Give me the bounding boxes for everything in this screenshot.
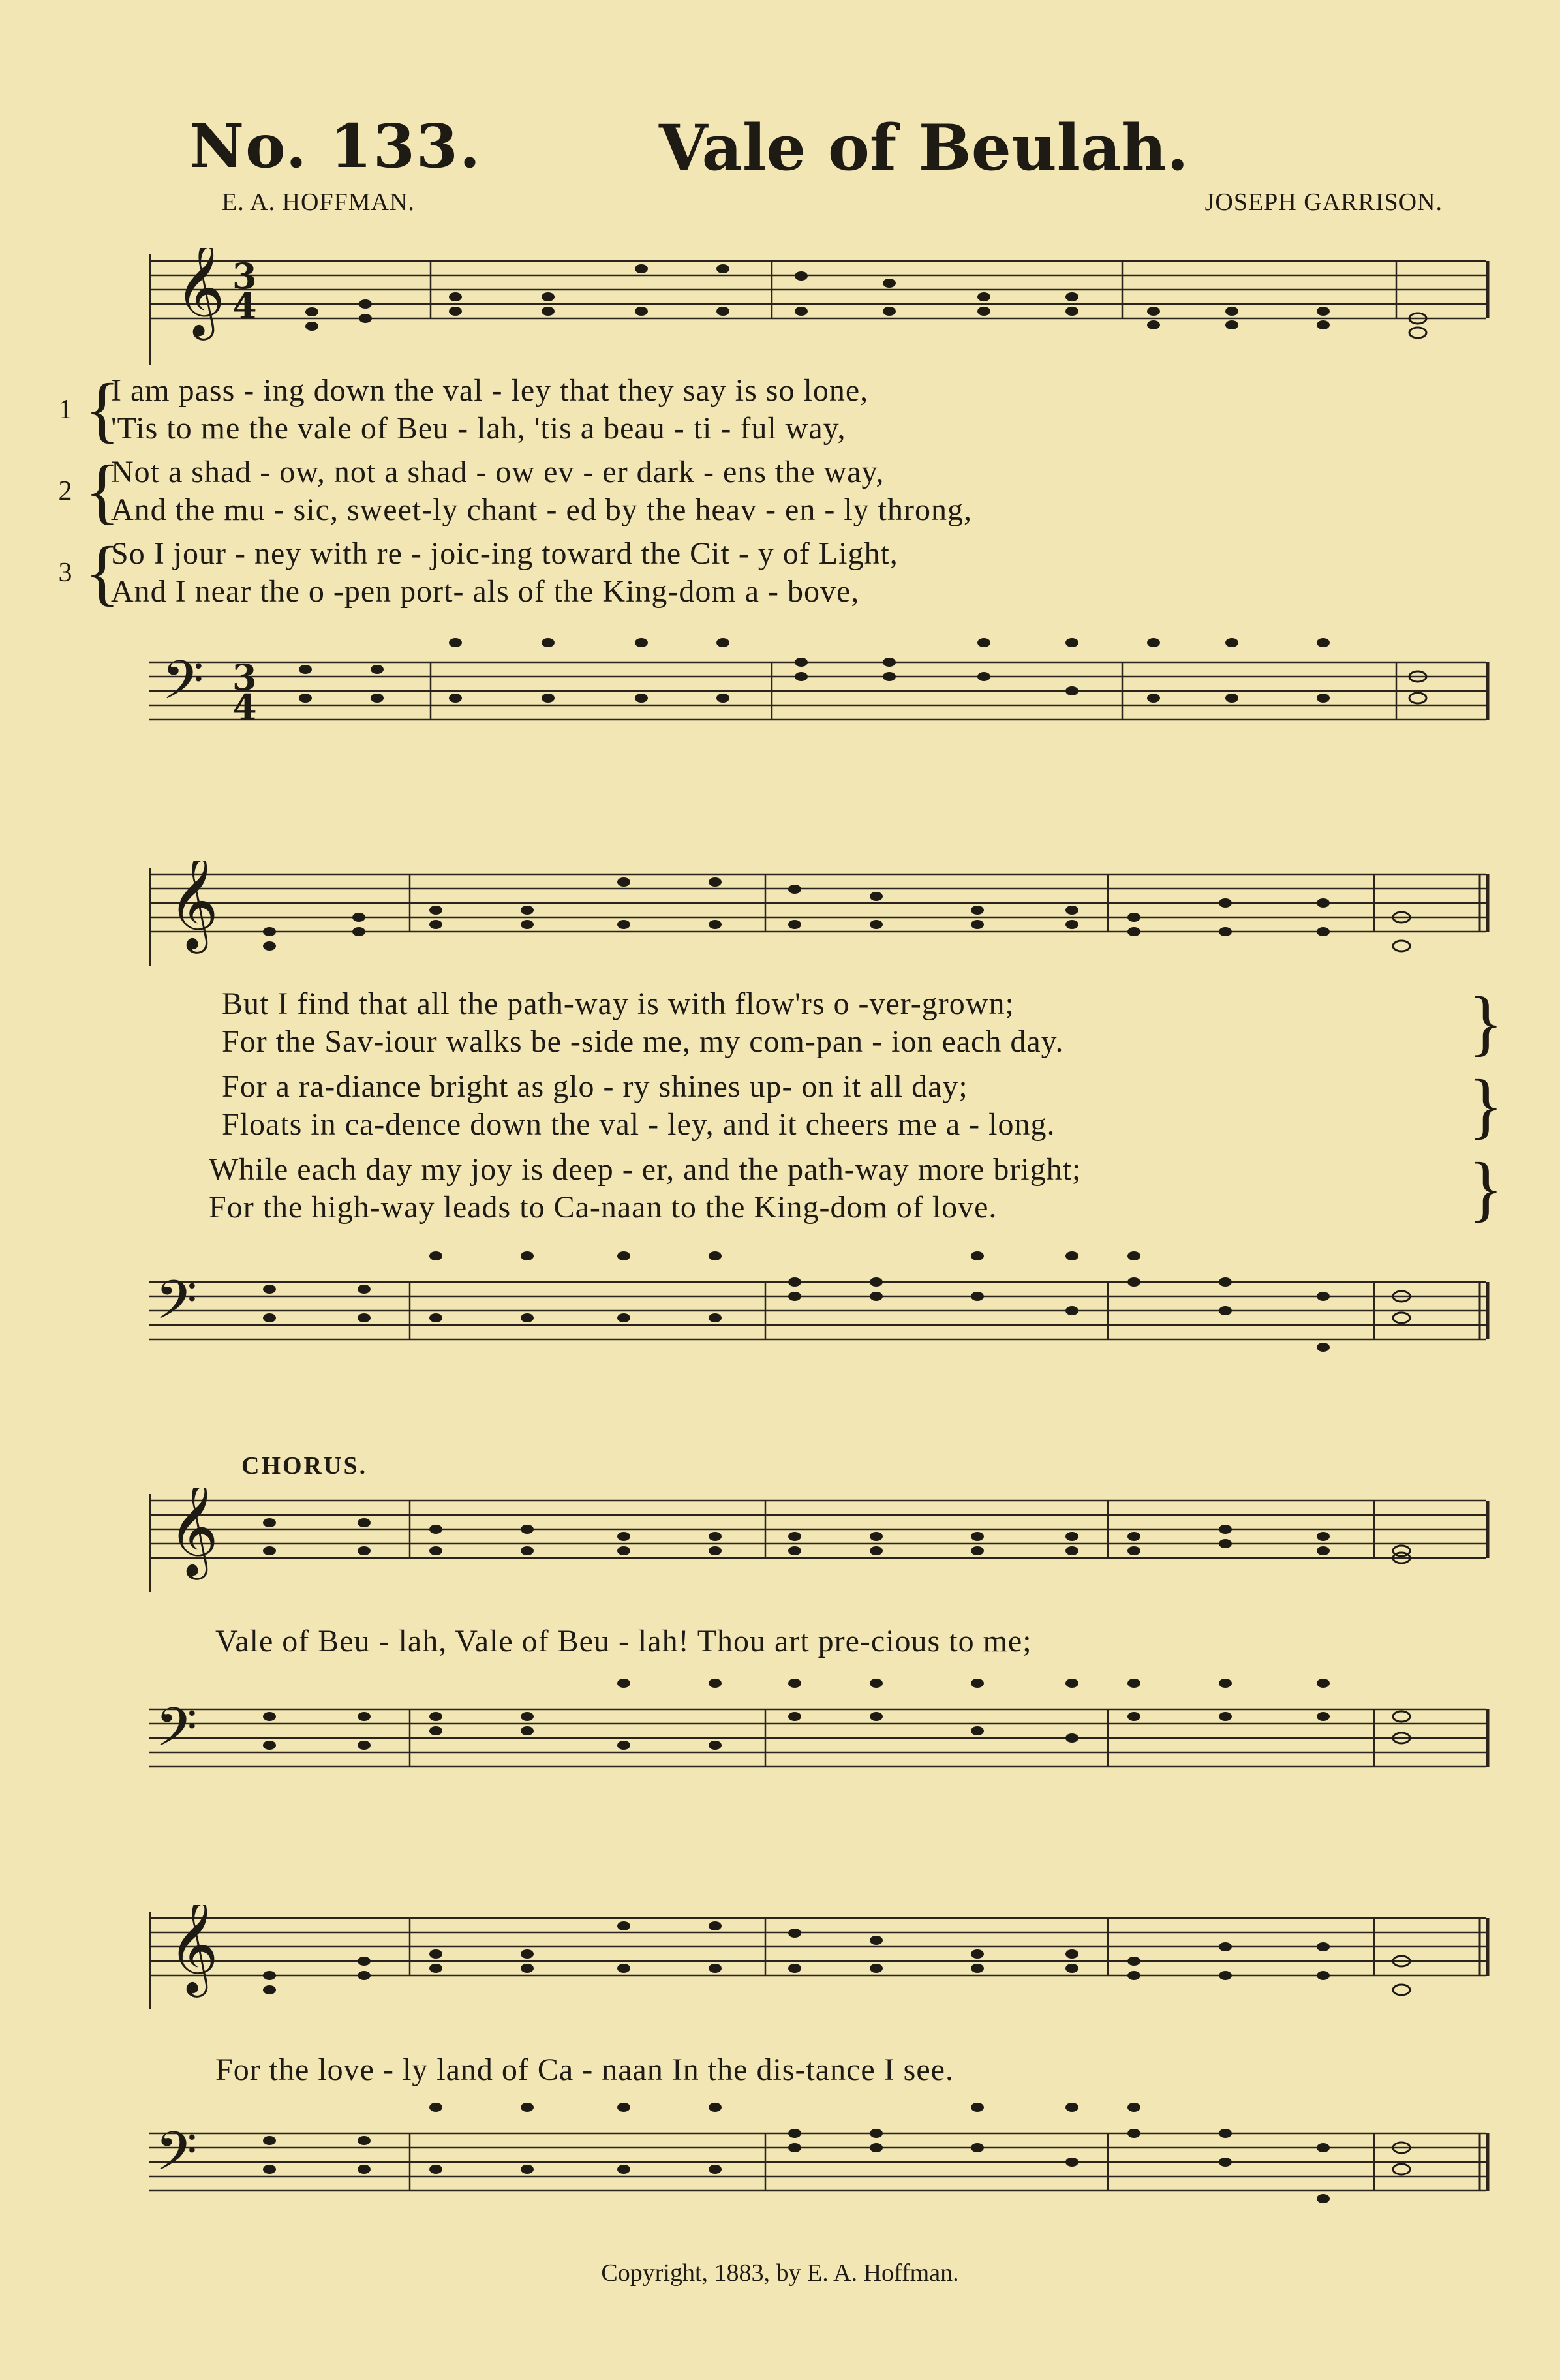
time-sig-bottom: 4	[232, 285, 257, 327]
brace-icon: }	[1468, 1148, 1503, 1229]
chorus-label: CHORUS.	[241, 1452, 368, 1480]
treble-staff-1	[149, 248, 1493, 365]
treble-clef-icon: 𝄞	[168, 1488, 219, 1576]
verse-1-stanza-cont	[222, 983, 1503, 1063]
system-4-treble	[149, 1905, 1493, 2012]
bass-staff-1	[149, 636, 1493, 760]
verse-3-stanza	[46, 532, 1344, 613]
time-sig-top: 3	[232, 255, 257, 297]
bass-notes-3	[263, 1679, 1410, 1750]
treble-staff-2	[149, 861, 1493, 966]
verse-number: 2	[58, 476, 72, 506]
treble-clef-icon: 𝄞	[175, 248, 225, 336]
system-3-bass	[149, 1670, 1493, 1803]
copyright-notice: Copyright, 1883, by E. A. Hoffman.	[601, 2259, 959, 2287]
verse-3-line-2: And I near the o -pen port- als of the King-dom a - bove,	[111, 574, 860, 609]
verse-2-line-2: And the mu - sic, sweet-ly chant - ed by the heav - en - ly throng,	[111, 493, 972, 527]
treble-clef-icon: 𝄞	[168, 861, 219, 949]
system-3-treble	[149, 1488, 1493, 1594]
bass-staff-3	[149, 1670, 1493, 1801]
chorus-line-1: Vale of Beu - lah, Vale of Beu - lah! Thou art pre-cious to me;	[215, 1624, 1032, 1658]
system-2-bass	[149, 1243, 1493, 1376]
verse-2-stanza	[46, 451, 1344, 532]
treble-clef-icon: 𝄞	[168, 1905, 219, 1993]
bass-clef-icon: 𝄢	[155, 1696, 198, 1772]
verse-1-line-4: For the Sav-iour walks be -side me, my com-pan - ion each day.	[222, 1024, 1064, 1059]
verse-1-line-3: But I find that all the path-way is with flow'rs o -ver-grown;	[222, 986, 1015, 1021]
hymn-title: Vale of Beulah.	[659, 111, 1189, 185]
time-sig-top: 3	[232, 656, 257, 698]
chorus-line-2: For the love - ly land of Ca - naan In the dis-tance I see.	[215, 2052, 954, 2087]
lyricist-credit: E. A. HOFFMAN.	[222, 189, 415, 216]
bass-staff-4	[149, 2094, 1493, 2238]
verse-1-line-1: I am pass - ing down the val - ley that they say is so lone,	[111, 373, 869, 408]
brace-icon: }	[1468, 1065, 1503, 1146]
bass-notes-2	[263, 1251, 1410, 1352]
hymn-number: No. 133.	[189, 111, 482, 181]
treble-staff-3	[149, 1488, 1493, 1592]
bass-staff-2	[149, 1243, 1493, 1373]
verse-3-line-4: For the high-way leads to Ca-naan to the King-dom of love.	[209, 1190, 998, 1225]
verse-3-line-1: So I jour - ney with re - joic-ing toward the Cit - y of Light,	[111, 536, 898, 571]
brace-icon: }	[1468, 983, 1503, 1063]
bass-notes-4	[263, 2103, 1410, 2203]
treble-staff-4	[149, 1905, 1493, 2009]
brace-icon: {	[85, 451, 120, 532]
verse-2-line-3: For a ra-diance bright as glo - ry shines up- on it all day;	[222, 1069, 968, 1104]
system-1-bass	[149, 636, 1493, 763]
verse-3-line-3: While each day my joy is deep - er, and the path-way more bright;	[209, 1152, 1082, 1187]
verse-2-stanza-cont	[222, 1065, 1503, 1146]
bass-clef-icon: 𝄢	[162, 648, 204, 725]
bass-clef-icon: 𝄢	[155, 2120, 198, 2196]
composer-credit: JOSEPH GARRISON.	[1204, 189, 1443, 216]
system-2-treble	[149, 861, 1493, 968]
verse-3-stanza-cont	[209, 1148, 1503, 1229]
brace-icon: {	[85, 369, 120, 450]
verse-1-line-2: 'Tis to me the vale of Beu - lah, 'tis a beau - ti - ful way,	[111, 411, 846, 446]
brace-icon: {	[85, 532, 120, 613]
verse-2-line-4: Floats in ca-dence down the val - ley, and it cheers me a - long.	[222, 1107, 1056, 1142]
time-sig-bottom: 4	[232, 686, 257, 728]
bass-clef-icon: 𝄢	[155, 1268, 198, 1345]
verse-number: 3	[58, 558, 72, 588]
system-1-treble	[149, 248, 1493, 368]
verse-2-line-1: Not a shad - ow, not a shad - ow ev - er dark - ens the way,	[111, 455, 885, 489]
verse-number: 1	[58, 395, 72, 425]
treble-notes-3	[263, 1518, 1410, 1563]
bass-notes-1	[299, 638, 1426, 703]
system-4-bass	[149, 2094, 1493, 2240]
verse-1-stanza	[46, 369, 1344, 450]
